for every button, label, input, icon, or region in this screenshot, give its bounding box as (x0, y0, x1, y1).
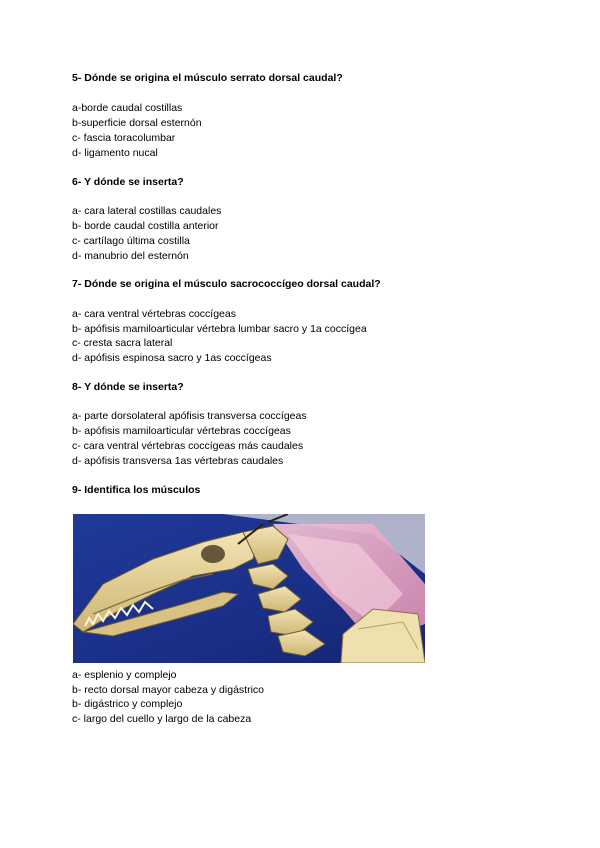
question-7-option-a: a- cara ventral vértebras coccígeas (72, 308, 236, 320)
question-7-option-d: d- apófisis espinosa sacro y 1as coccígeas (72, 352, 272, 364)
question-8-title: 8- Y dónde se inserta? (72, 381, 184, 393)
question-9-title: 9- Identifica los músculos (72, 484, 201, 496)
question-5-title: 5- Dónde se origina el músculo serrato dorsal caudal? (72, 72, 343, 84)
question-8-option-c: c- cara ventral vértebras coccígeas más caudales (72, 440, 304, 452)
question-7-option-b: b- apófisis mamiloarticular vértebra lumbar sacro y 1a coccígea (72, 323, 367, 335)
question-9-option-c: c- largo del cuello y largo de la cabeza (72, 713, 252, 725)
question-7-option-c: c- cresta sacra lateral (72, 337, 173, 349)
question-9-option-b2: b- digástrico y complejo (72, 698, 183, 710)
question-5-option-a: a-borde caudal costillas (72, 102, 183, 114)
question-5-option-c: c- fascia toracolumbar (72, 132, 176, 144)
question-5-option-b: b-superficie dorsal esternón (72, 117, 202, 129)
question-6-option-d: d- manubrio del esternón (72, 250, 189, 262)
dog-skull-neck-illustration (73, 514, 425, 663)
question-8-option-d: d- apófisis transversa 1as vértebras caudales (72, 455, 284, 467)
question-6-title: 6- Y dónde se inserta? (72, 176, 184, 188)
question-6-option-c: c- cartílago última costilla (72, 235, 190, 247)
anatomy-image (73, 514, 425, 663)
question-6-option-b: b- borde caudal costilla anterior (72, 220, 219, 232)
question-9-option-a: a- esplenio y complejo (72, 669, 177, 681)
question-8-option-b: b- apófisis mamiloarticular vértebras coccígeas (72, 425, 291, 437)
question-7-title: 7- Dónde se origina el músculo sacrococcígeo dorsal caudal? (72, 278, 381, 290)
question-9-option-b: b- recto dorsal mayor cabeza y digástrico (72, 684, 264, 696)
question-6-option-a: a- cara lateral costillas caudales (72, 205, 222, 217)
question-5-option-d: d- ligamento nucal (72, 147, 158, 159)
question-8-option-a: a- parte dorsolateral apófisis transversa coccígeas (72, 410, 307, 422)
